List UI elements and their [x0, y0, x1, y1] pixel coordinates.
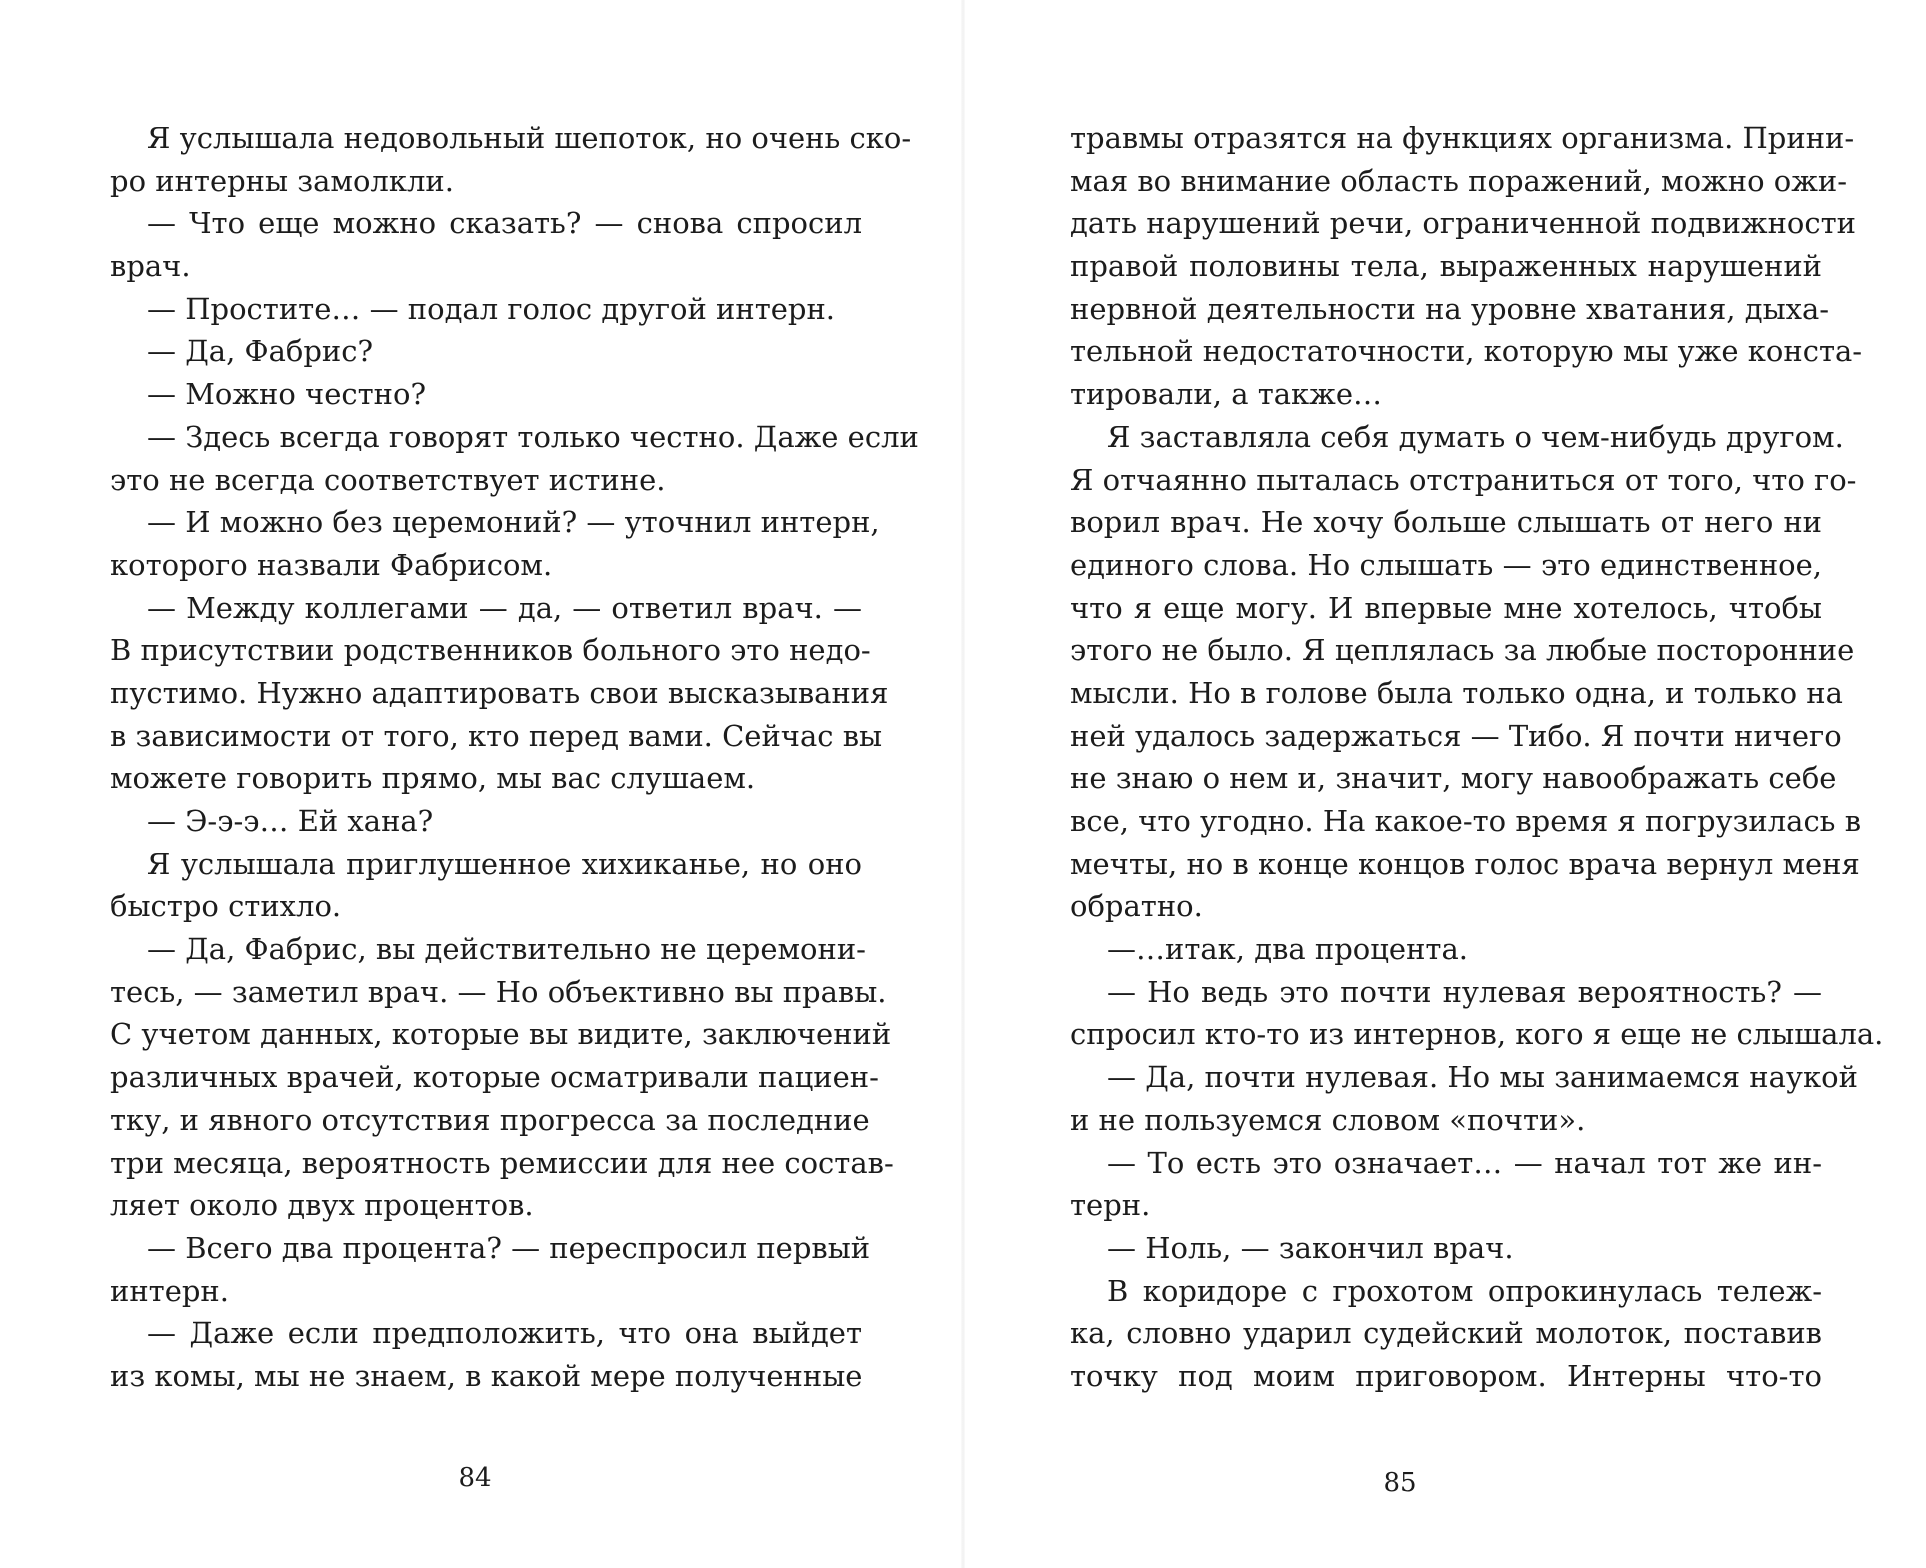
right-page-text — [1070, 117, 1884, 1398]
text-line: быстро стихло. — [110, 889, 342, 924]
text-line: тку, и явного отсутствия прогресса за последние — [110, 1102, 870, 1137]
text-line: мысли. Но в голове была только одна, и только на — [1070, 675, 1843, 710]
text-line: В присутствии родственников больного это недо- — [110, 633, 871, 668]
text-line: — Здесь всегда говорят только честно. Даже если — [147, 419, 919, 454]
text-line: — Э-э-э… Ей хана? — [147, 804, 434, 838]
text-line: обратно. — [1070, 889, 1203, 924]
text-line: — Ноль, — закончил врач. — [1107, 1230, 1514, 1265]
text-line: — Да, Фабрис? — [147, 334, 374, 369]
text-line: — Между коллегами — да, — ответил врач. — — [147, 590, 862, 625]
text-line: — Даже если предположить, что она выйдет — [147, 1316, 862, 1351]
text-line: все, что угодно. На какое-то время я погрузилась в — [1070, 804, 1862, 838]
text-line: ка, словно ударил судейский молоток, поставив — [1070, 1316, 1822, 1351]
text-line: тельной недостаточности, которую мы уже конста- — [1070, 334, 1863, 369]
text-line: — Но ведь это почти нулевая вероятность? — — [1107, 974, 1822, 1009]
text-line: тировали, а также… — [1070, 377, 1383, 412]
text-line: Я услышала недовольный шепоток, но очень ско- — [147, 121, 912, 155]
text-line: Я услышала приглушенное хихиканье, но оно — [147, 846, 862, 881]
text-line: в зависимости от того, кто перед вами. Сейчас вы — [110, 718, 883, 753]
text-line: — Простите… — подал голос другой интерн. — [147, 291, 836, 326]
text-line: — Да, почти нулевая. Но мы занимаемся наукой — [1107, 1060, 1858, 1095]
text-line: три месяца, вероятность ремиссии для нее состав- — [110, 1145, 894, 1180]
text-line: дать нарушений речи, ограниченной подвижности — [1070, 206, 1856, 241]
text-line: пустимо. Нужно адаптировать свои высказывания — [110, 675, 889, 710]
text-line: этого не было. Я цеплялась за любые посторонние — [1070, 633, 1855, 668]
text-line: ворил врач. Не хочу больше слышать от него ни — [1070, 505, 1822, 540]
text-line: это не всегда соответствует истине. — [110, 462, 666, 497]
text-line: тесь, — заметил врач. — Но объективно вы правы. — [110, 974, 887, 1009]
text-line: интерн. — [110, 1273, 229, 1308]
text-line: мая во внимание область поражений, можно ожи- — [1070, 163, 1848, 198]
text-line: не знаю о нем и, значит, могу навоображать себе — [1070, 761, 1837, 796]
text-line: — То есть это означает… — начал тот же ин- — [1107, 1145, 1822, 1180]
text-line: мечты, но в конце концов голос врача вернул меня — [1070, 846, 1860, 881]
text-line: точку под моим приговором. Интерны что-то — [1070, 1358, 1822, 1393]
text-line: —…итак, два процента. — [1107, 932, 1468, 967]
text-line: ляет около двух процентов. — [110, 1188, 534, 1223]
text-line: — Всего два процента? — переспросил первый — [147, 1230, 871, 1265]
text-line: — Можно честно? — [147, 377, 427, 412]
page-number-right: 85 — [1383, 1468, 1417, 1498]
text-line: различных врачей, которые осматривали пациен- — [110, 1060, 879, 1095]
page-number-left: 84 — [458, 1463, 492, 1493]
text-line: С учетом данных, которые вы видите, заключений — [110, 1017, 892, 1052]
text-line: из комы, мы не знаем, в какой мере полученные — [110, 1358, 863, 1393]
text-line: Я отчаянно пыталась отстраниться от того, что го- — [1070, 462, 1857, 497]
text-line: нервной деятельности на уровне хватания, дыха- — [1070, 291, 1830, 326]
text-line: ро интерны замолкли. — [110, 163, 454, 198]
text-line: ней удалось задержаться — Тибо. Я почти ничего — [1070, 718, 1842, 753]
text-line: В коридоре с грохотом опрокинулась тележ- — [1107, 1273, 1822, 1308]
text-line: — Да, Фабрис, вы действительно не церемони- — [147, 932, 866, 967]
text-line: спросил кто-то из интернов, кого я еще не слышала. — [1070, 1017, 1884, 1052]
text-line: — Что еще можно сказать? — снова спросил — [147, 206, 862, 241]
text-line: — И можно без церемоний? — уточнил интерн, — [147, 505, 880, 540]
left-page-text — [110, 117, 919, 1398]
right-page — [963, 0, 1926, 1568]
text-line: травмы отразятся на функциях организма. Прини- — [1070, 121, 1855, 155]
text-line: терн. — [1070, 1188, 1151, 1223]
text-line: правой половины тела, выраженных нарушений — [1070, 249, 1822, 284]
text-line: можете говорить прямо, мы вас слушаем. — [110, 761, 756, 796]
text-line: которого назвали Фабрисом. — [110, 547, 553, 582]
text-line: единого слова. Но слышать — это единственное, — [1070, 547, 1822, 582]
text-line: и не пользуемся словом «почти». — [1070, 1102, 1586, 1137]
text-line: врач. — [110, 249, 191, 284]
text-line: Я заставляла себя думать о чем-нибудь другом. — [1107, 419, 1844, 454]
text-line: что я еще могу. И впервые мне хотелось, чтобы — [1070, 590, 1822, 625]
